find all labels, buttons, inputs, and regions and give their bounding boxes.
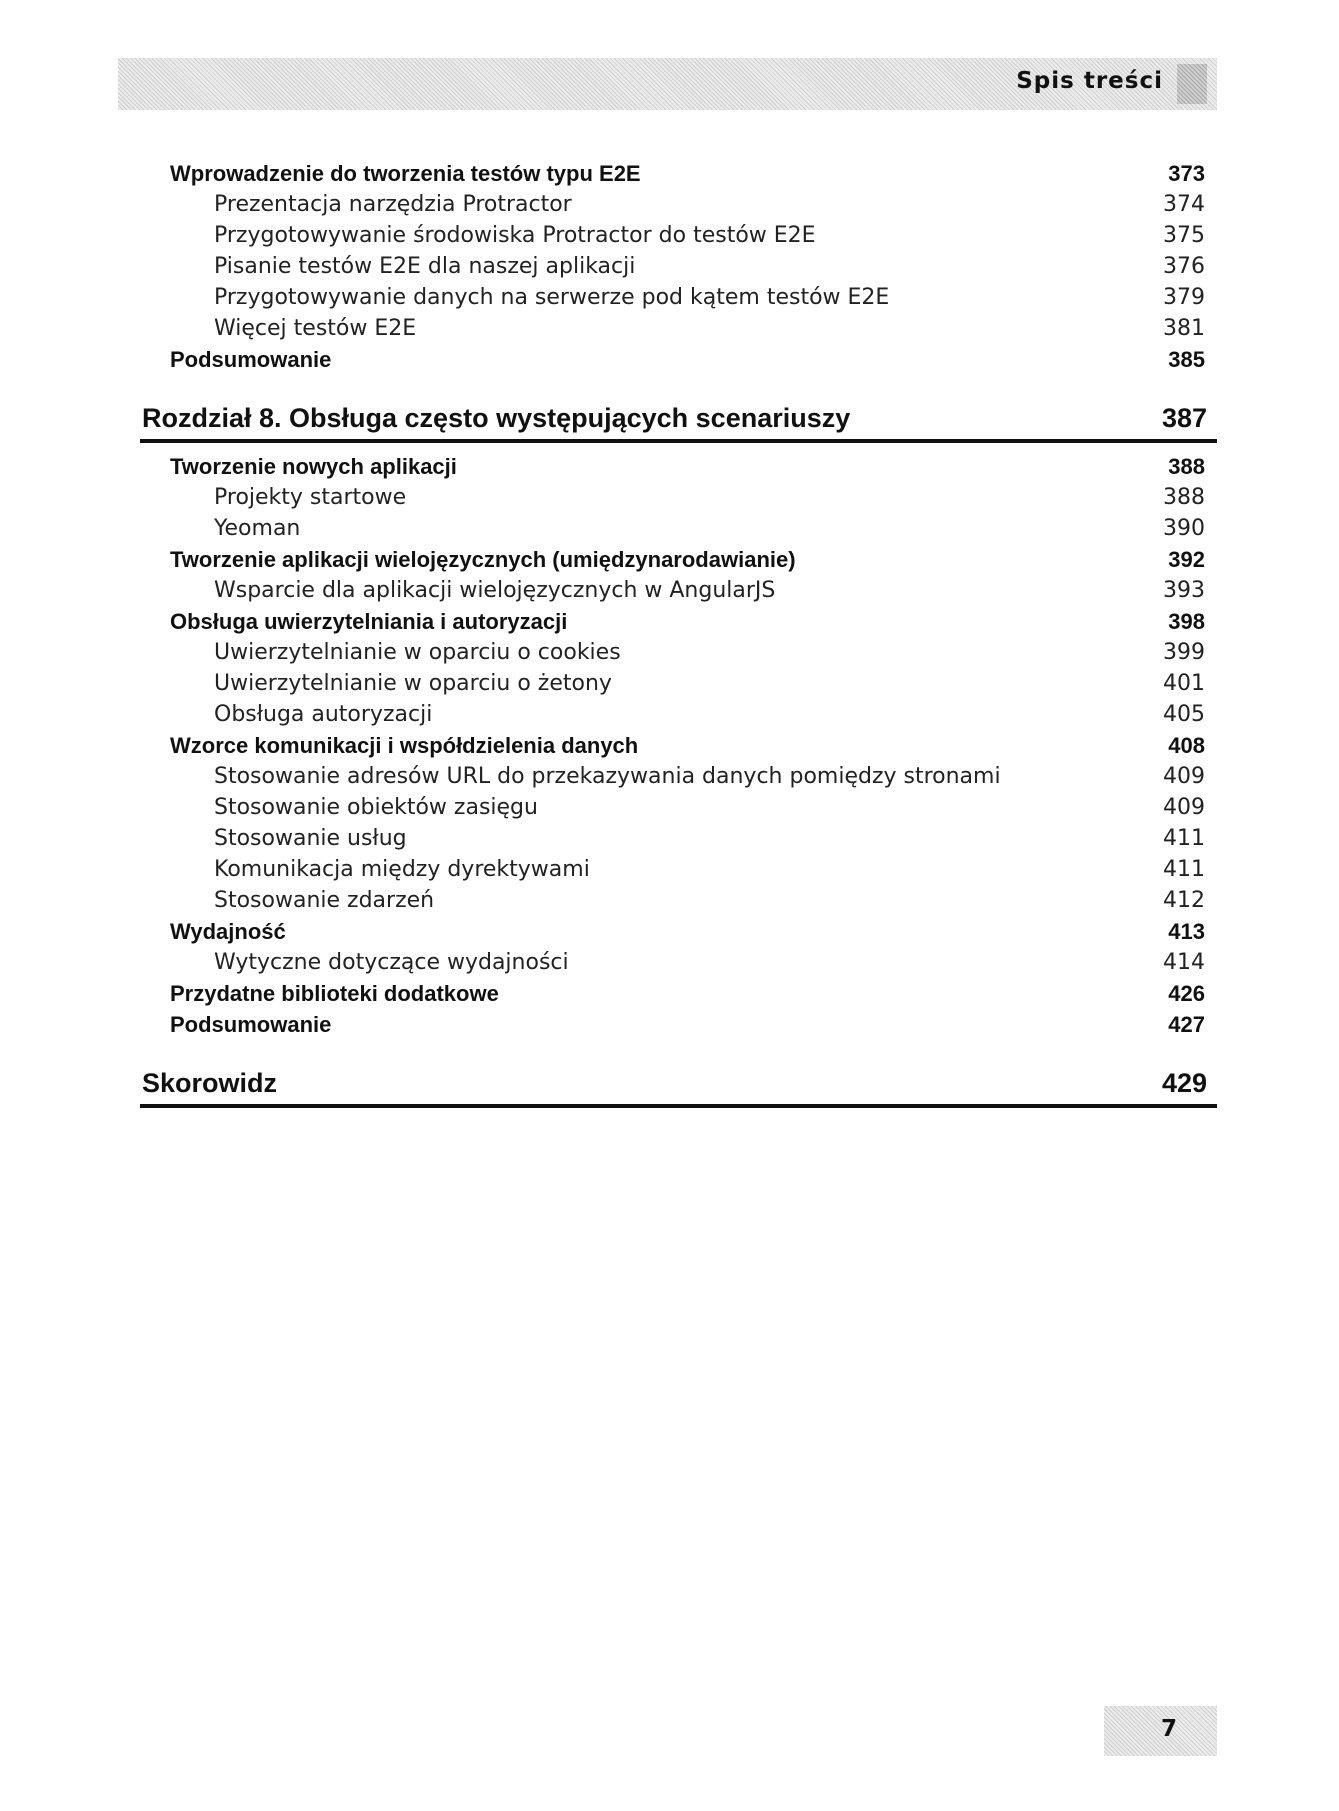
- page-footer: [1104, 1706, 1217, 1756]
- toc-section-entry[interactable]: [140, 978, 1217, 1009]
- toc-index-title: Skorowidz: [142, 1068, 278, 1098]
- toc-subsection-entry[interactable]: [140, 282, 1217, 313]
- toc-entry-title: Podsumowanie: [170, 347, 332, 372]
- toc-subsection-entry[interactable]: [140, 482, 1217, 513]
- toc-entry-page: 374: [1163, 192, 1205, 217]
- toc-subsection-entry[interactable]: [140, 637, 1217, 668]
- toc-entry-title: Uwierzytelnianie w oparciu o żetony: [214, 671, 612, 696]
- toc-section-entry[interactable]: [140, 544, 1217, 575]
- toc-subsection-entry[interactable]: [140, 668, 1217, 699]
- toc-subsection-entry[interactable]: [140, 575, 1217, 606]
- toc-entry-page: 390: [1163, 516, 1205, 541]
- toc-entry-page: 414: [1163, 950, 1205, 975]
- toc-subsection-entry[interactable]: [140, 823, 1217, 854]
- toc-entry-title: Podsumowanie: [170, 1012, 332, 1037]
- toc-entry-page: 427: [1168, 1012, 1205, 1037]
- toc-entry-title: Obsługa autoryzacji: [214, 702, 433, 727]
- toc-entry-page: 381: [1163, 316, 1205, 341]
- running-header-title: Spis treści: [1016, 68, 1163, 94]
- toc-section-entry[interactable]: [140, 344, 1217, 375]
- toc-subsection-entry[interactable]: [140, 699, 1217, 730]
- toc-entry-title: Yeoman: [214, 516, 301, 541]
- toc-subsection-entry[interactable]: [140, 313, 1217, 344]
- toc-entry-title: Komunikacja między dyrektywami: [214, 857, 590, 882]
- toc-entry-title: Obsługa uwierzytelniania i autoryzacji: [170, 609, 568, 634]
- toc-entry-title: Więcej testów E2E: [214, 316, 417, 341]
- toc-entry-page: 376: [1163, 254, 1205, 279]
- toc-entry-title: Prezentacja narzędzia Protractor: [214, 192, 572, 217]
- toc-entry-title: Przygotowywanie danych na serwerze pod kątem testów E2E: [214, 285, 890, 310]
- toc-section-chapter-8: [140, 451, 1217, 1040]
- toc-entry-page: 399: [1163, 640, 1205, 665]
- toc-entry-page: 413: [1168, 919, 1205, 944]
- toc-entry-title: Wytyczne dotyczące wydajności: [214, 950, 569, 975]
- toc-subsection-entry[interactable]: [140, 947, 1217, 978]
- toc-chapter-8[interactable]: [140, 397, 1217, 443]
- toc-section-testing: [140, 158, 1217, 375]
- toc-entry-title: Stosowanie zdarzeń: [214, 888, 435, 913]
- toc-entry-title: Wydajność: [170, 919, 286, 944]
- toc-entry-page: 409: [1163, 764, 1205, 789]
- toc-entry-page: 392: [1168, 547, 1205, 572]
- toc-entry-page: 411: [1163, 826, 1205, 851]
- toc-entry-page: 409: [1163, 795, 1205, 820]
- toc-entry-page: 411: [1163, 857, 1205, 882]
- toc-entry-title: Pisanie testów E2E dla naszej aplikacji: [214, 254, 636, 279]
- toc-entry-title: Stosowanie obiektów zasięgu: [214, 795, 538, 820]
- toc-subsection-entry[interactable]: [140, 513, 1217, 544]
- toc-entry-page: 426: [1168, 981, 1205, 1006]
- toc-entry-title: Projekty startowe: [214, 485, 407, 510]
- toc-section-entry[interactable]: [140, 606, 1217, 637]
- toc-entry-title: Przydatne biblioteki dodatkowe: [170, 981, 499, 1006]
- toc-entry-page: 375: [1163, 223, 1205, 248]
- toc-entry-page: 393: [1163, 578, 1205, 603]
- toc-entry-title: Przygotowywanie środowiska Protractor do testów E2E: [214, 223, 816, 248]
- table-of-contents: [140, 158, 1217, 1116]
- toc-entry-page: 401: [1163, 671, 1205, 696]
- toc-section-entry[interactable]: [140, 158, 1217, 189]
- toc-index-page: 429: [1161, 1068, 1207, 1098]
- toc-subsection-entry[interactable]: [140, 220, 1217, 251]
- toc-chapter-title: Rozdział 8. Obsługa często występujących scenariuszy: [142, 403, 851, 433]
- toc-subsection-entry[interactable]: [140, 251, 1217, 282]
- toc-subsection-entry[interactable]: [140, 189, 1217, 220]
- toc-subsection-entry[interactable]: [140, 854, 1217, 885]
- page-number: 7: [1160, 1716, 1177, 1742]
- toc-index-entry[interactable]: [140, 1062, 1217, 1108]
- toc-entry-title: Tworzenie nowych aplikacji: [170, 454, 457, 479]
- toc-entry-title: Stosowanie adresów URL do przekazywania danych pomiędzy stronami: [214, 764, 1001, 789]
- toc-entry-title: Tworzenie aplikacji wielojęzycznych (umiędzynarodawianie): [170, 547, 796, 572]
- toc-entry-page: 379: [1163, 285, 1205, 310]
- toc-entry-page: 398: [1168, 609, 1205, 634]
- toc-entry-page: 385: [1168, 347, 1205, 372]
- toc-section-entry[interactable]: [140, 451, 1217, 482]
- toc-entry-page: 373: [1168, 161, 1205, 186]
- toc-entry-page: 408: [1168, 733, 1205, 758]
- toc-chapter-page: 387: [1161, 403, 1207, 433]
- toc-entry-title: Wzorce komunikacji i współdzielenia danych: [170, 733, 639, 758]
- toc-entry-page: 412: [1163, 888, 1205, 913]
- toc-entry-title: Uwierzytelnianie w oparciu o cookies: [214, 640, 621, 665]
- toc-subsection-entry[interactable]: [140, 885, 1217, 916]
- toc-entry-page: 388: [1168, 454, 1205, 479]
- running-header: [118, 58, 1217, 110]
- toc-entry-title: Stosowanie usług: [214, 826, 407, 851]
- toc-entry-title: Wprowadzenie do tworzenia testów typu E2E: [170, 161, 641, 186]
- toc-entry-page: 405: [1163, 702, 1205, 727]
- toc-section-entry[interactable]: [140, 1009, 1217, 1040]
- toc-subsection-entry[interactable]: [140, 761, 1217, 792]
- toc-subsection-entry[interactable]: [140, 792, 1217, 823]
- toc-section-entry[interactable]: [140, 730, 1217, 761]
- toc-section-entry[interactable]: [140, 916, 1217, 947]
- header-tab-marker: [1177, 64, 1207, 104]
- toc-entry-page: 388: [1163, 485, 1205, 510]
- toc-entry-title: Wsparcie dla aplikacji wielojęzycznych w AngularJS: [214, 578, 776, 603]
